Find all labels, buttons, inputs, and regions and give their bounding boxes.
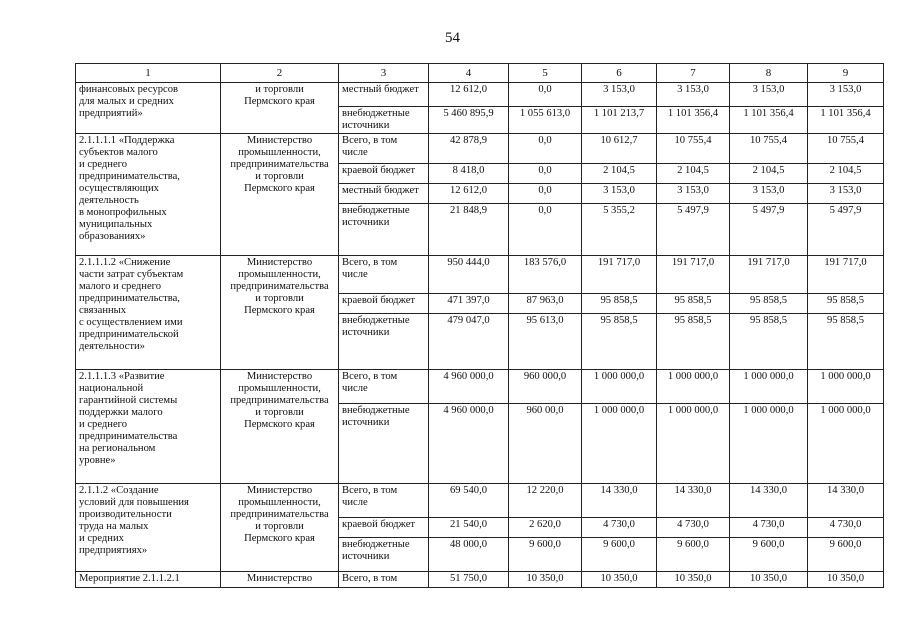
amount-cell: 87 963,0 bbox=[509, 294, 582, 314]
executor-line: предпринимательства bbox=[230, 281, 329, 292]
activity-name-line: поддержки малого bbox=[79, 407, 163, 418]
amount-cell: 183 576,0 bbox=[509, 256, 582, 294]
amount-cell: 95 858,5 bbox=[730, 294, 808, 314]
amount-cell: 479 047,0 bbox=[429, 314, 509, 370]
activity-name-line: для малых и средних bbox=[79, 96, 174, 107]
activity-name-line: 2.1.1.1.2 «Снижение bbox=[79, 257, 171, 268]
activity-name-line: 2.1.1.1.3 «Развитие bbox=[79, 371, 165, 382]
activity-name-line: связанных bbox=[79, 305, 127, 316]
amount-cell: 9 600,0 bbox=[582, 538, 657, 572]
amount-cell: 0,0 bbox=[509, 83, 582, 107]
amount-cell: 10 755,4 bbox=[808, 134, 884, 164]
activity-name-line: финансовых ресурсов bbox=[79, 84, 179, 95]
amount-cell: 5 355,2 bbox=[582, 204, 657, 256]
funding-source-cell: Всего, в том bbox=[339, 572, 429, 588]
amount-cell: 95 613,0 bbox=[509, 314, 582, 370]
amount-cell: 10 350,0 bbox=[657, 572, 730, 588]
activity-name-line: предпринимательской bbox=[79, 329, 179, 340]
activity-name-line: с осуществлением ими bbox=[79, 317, 183, 328]
amount-cell: 8 418,0 bbox=[429, 164, 509, 184]
executor-line: предпринимательства bbox=[230, 395, 329, 406]
column-header: 7 bbox=[657, 64, 730, 83]
amount-cell: 10 350,0 bbox=[509, 572, 582, 588]
executor-line: и торговли bbox=[255, 84, 304, 95]
amount-cell: 10 350,0 bbox=[582, 572, 657, 588]
amount-cell: 471 397,0 bbox=[429, 294, 509, 314]
funding-source-cell: краевой бюджет bbox=[339, 518, 429, 538]
amount-cell: 3 153,0 bbox=[730, 184, 808, 204]
amount-cell: 5 497,9 bbox=[808, 204, 884, 256]
activity-name-line: предприятий» bbox=[79, 108, 143, 119]
activity-name-line: предприятиях» bbox=[79, 545, 148, 556]
executor-cell bbox=[221, 134, 339, 256]
amount-cell: 0,0 bbox=[509, 134, 582, 164]
amount-cell: 21 848,9 bbox=[429, 204, 509, 256]
amount-cell: 3 153,0 bbox=[808, 184, 884, 204]
amount-cell: 1 000 000,0 bbox=[657, 404, 730, 484]
executor-line: Министерство bbox=[246, 135, 313, 146]
column-header: 8 bbox=[730, 64, 808, 83]
activity-name-line: и среднего bbox=[79, 419, 128, 430]
amount-cell: 95 858,5 bbox=[730, 314, 808, 370]
executor-line: предпринимательства bbox=[230, 509, 329, 520]
amount-cell: 191 717,0 bbox=[730, 256, 808, 294]
amount-cell: 3 153,0 bbox=[657, 83, 730, 107]
amount-cell: 2 104,5 bbox=[730, 164, 808, 184]
executor-line: Пермского края bbox=[244, 96, 315, 107]
activity-name-cell bbox=[76, 256, 221, 370]
activity-name-line: в монопрофильных bbox=[79, 207, 167, 218]
amount-cell: 4 730,0 bbox=[808, 518, 884, 538]
amount-cell: 1 101 356,4 bbox=[657, 107, 730, 134]
activity-name-cell bbox=[76, 484, 221, 572]
amount-cell: 2 104,5 bbox=[582, 164, 657, 184]
column-number-row bbox=[76, 64, 884, 83]
activity-name-line: условий для повышения bbox=[79, 497, 189, 508]
amount-cell: 12 612,0 bbox=[429, 184, 509, 204]
activity-name-line: предпринимательства bbox=[79, 431, 178, 442]
activity-name-line: деятельность bbox=[79, 195, 139, 206]
amount-cell: 0,0 bbox=[509, 164, 582, 184]
amount-cell: 42 878,9 bbox=[429, 134, 509, 164]
activity-name-line: национальной bbox=[79, 383, 144, 394]
amount-cell: 1 000 000,0 bbox=[808, 404, 884, 484]
amount-cell: 95 858,5 bbox=[582, 294, 657, 314]
activity-name-line: производительности bbox=[79, 509, 172, 520]
amount-cell: 3 153,0 bbox=[657, 184, 730, 204]
funding-source-cell: краевой бюджет bbox=[339, 164, 429, 184]
funding-source-cell: местный бюджет bbox=[339, 184, 429, 204]
amount-cell: 3 153,0 bbox=[582, 184, 657, 204]
executor-line: Министерство bbox=[246, 257, 313, 268]
page-number: 54 bbox=[445, 30, 460, 46]
amount-cell: 95 858,5 bbox=[808, 294, 884, 314]
funding-source-cell: Всего, в том числе bbox=[339, 484, 429, 518]
amount-cell: 10 350,0 bbox=[808, 572, 884, 588]
activity-name-cell bbox=[76, 370, 221, 484]
executor-line: Пермского края bbox=[244, 419, 315, 430]
executor-line: промышленности, bbox=[238, 383, 321, 394]
amount-cell: 95 858,5 bbox=[808, 314, 884, 370]
amount-cell: 960 00,0 bbox=[509, 404, 582, 484]
funding-source-cell: Всего, в том числе bbox=[339, 134, 429, 164]
amount-cell: 1 000 000,0 bbox=[808, 370, 884, 404]
activity-name-line: образованиях» bbox=[79, 231, 146, 242]
funding-source-cell: внебюджетные источники bbox=[339, 204, 429, 256]
funding-source-cell: краевой бюджет bbox=[339, 294, 429, 314]
amount-cell: 12 220,0 bbox=[509, 484, 582, 518]
activity-name-line: малого и среднего bbox=[79, 281, 162, 292]
amount-cell: 10 755,4 bbox=[730, 134, 808, 164]
amount-cell: 10 350,0 bbox=[730, 572, 808, 588]
activity-name-line: деятельности» bbox=[79, 341, 145, 352]
funding-source-cell: местный бюджет bbox=[339, 83, 429, 107]
executor-line: Министерство bbox=[246, 573, 313, 584]
amount-cell: 4 730,0 bbox=[582, 518, 657, 538]
amount-cell: 4 960 000,0 bbox=[429, 404, 509, 484]
funding-source-cell: Всего, в том числе bbox=[339, 370, 429, 404]
table-row bbox=[76, 370, 884, 404]
amount-cell: 14 330,0 bbox=[808, 484, 884, 518]
amount-cell: 10 755,4 bbox=[657, 134, 730, 164]
amount-cell: 4 960 000,0 bbox=[429, 370, 509, 404]
table-row bbox=[76, 256, 884, 294]
amount-cell: 5 497,9 bbox=[657, 204, 730, 256]
amount-cell: 9 600,0 bbox=[657, 538, 730, 572]
amount-cell: 95 858,5 bbox=[657, 294, 730, 314]
column-header: 2 bbox=[221, 64, 339, 83]
executor-cell bbox=[221, 484, 339, 572]
amount-cell: 5 497,9 bbox=[730, 204, 808, 256]
amount-cell: 1 000 000,0 bbox=[582, 404, 657, 484]
amount-cell: 3 153,0 bbox=[730, 83, 808, 107]
amount-cell: 1 101 356,4 bbox=[730, 107, 808, 134]
column-header: 4 bbox=[429, 64, 509, 83]
executor-line: промышленности, bbox=[238, 497, 321, 508]
activity-name-line: муниципальных bbox=[79, 219, 153, 230]
table-row bbox=[76, 134, 884, 164]
amount-cell: 21 540,0 bbox=[429, 518, 509, 538]
activity-name-line: субъектов малого bbox=[79, 147, 158, 158]
amount-cell: 1 101 356,4 bbox=[808, 107, 884, 134]
executor-line: Пермского края bbox=[244, 183, 315, 194]
activity-name-line: предпринимательства, bbox=[79, 293, 180, 304]
amount-cell: 12 612,0 bbox=[429, 83, 509, 107]
amount-cell: 1 055 613,0 bbox=[509, 107, 582, 134]
amount-cell: 1 000 000,0 bbox=[657, 370, 730, 404]
amount-cell: 960 000,0 bbox=[509, 370, 582, 404]
funding-source-cell: Всего, в том числе bbox=[339, 256, 429, 294]
budget-table bbox=[75, 63, 884, 588]
activity-name-line: осуществляющих bbox=[79, 183, 159, 194]
activity-name-line: труда на малых bbox=[79, 521, 149, 532]
amount-cell: 14 330,0 bbox=[730, 484, 808, 518]
executor-line: Пермского края bbox=[244, 305, 315, 316]
amount-cell: 2 104,5 bbox=[808, 164, 884, 184]
amount-cell: 191 717,0 bbox=[657, 256, 730, 294]
activity-name-line: 2.1.1.2 «Создание bbox=[79, 485, 159, 496]
table-row bbox=[76, 83, 884, 107]
column-header: 1 bbox=[76, 64, 221, 83]
activity-name-line: части затрат субъектам bbox=[79, 269, 184, 280]
column-header: 5 bbox=[509, 64, 582, 83]
amount-cell: 950 444,0 bbox=[429, 256, 509, 294]
activity-name-line: уровне» bbox=[79, 455, 116, 466]
amount-cell: 191 717,0 bbox=[808, 256, 884, 294]
amount-cell: 51 750,0 bbox=[429, 572, 509, 588]
executor-line: и торговли bbox=[255, 407, 304, 418]
amount-cell: 0,0 bbox=[509, 204, 582, 256]
executor-line: промышленности, bbox=[238, 269, 321, 280]
amount-cell: 4 730,0 bbox=[657, 518, 730, 538]
amount-cell: 14 330,0 bbox=[657, 484, 730, 518]
amount-cell: 9 600,0 bbox=[509, 538, 582, 572]
table-row bbox=[76, 484, 884, 518]
activity-name-line: гарантийной системы bbox=[79, 395, 178, 406]
amount-cell: 9 600,0 bbox=[730, 538, 808, 572]
amount-cell: 69 540,0 bbox=[429, 484, 509, 518]
amount-cell: 2 104,5 bbox=[657, 164, 730, 184]
amount-cell: 4 730,0 bbox=[730, 518, 808, 538]
funding-source-cell: внебюджетные источники bbox=[339, 538, 429, 572]
executor-line: Пермского края bbox=[244, 533, 315, 544]
column-header: 3 bbox=[339, 64, 429, 83]
activity-name-cell bbox=[76, 134, 221, 256]
activity-name-line: на региональном bbox=[79, 443, 156, 454]
amount-cell: 95 858,5 bbox=[582, 314, 657, 370]
amount-cell: 3 153,0 bbox=[582, 83, 657, 107]
amount-cell: 1 000 000,0 bbox=[730, 370, 808, 404]
executor-line: предпринимательства bbox=[230, 159, 329, 170]
amount-cell: 2 620,0 bbox=[509, 518, 582, 538]
executor-line: Министерство bbox=[246, 371, 313, 382]
activity-name-line: Мероприятие 2.1.1.2.1 bbox=[79, 573, 180, 584]
table-row bbox=[76, 572, 884, 588]
amount-cell: 3 153,0 bbox=[808, 83, 884, 107]
amount-cell: 48 000,0 bbox=[429, 538, 509, 572]
activity-name-line: предпринимательства, bbox=[79, 171, 180, 182]
column-header: 6 bbox=[582, 64, 657, 83]
executor-cell bbox=[221, 256, 339, 370]
executor-line: и торговли bbox=[255, 293, 304, 304]
amount-cell: 14 330,0 bbox=[582, 484, 657, 518]
amount-cell: 10 612,7 bbox=[582, 134, 657, 164]
executor-line: Министерство bbox=[246, 485, 313, 496]
funding-source-cell: внебюджетные источники bbox=[339, 314, 429, 370]
executor-line: промышленности, bbox=[238, 147, 321, 158]
amount-cell: 1 000 000,0 bbox=[730, 404, 808, 484]
amount-cell: 1 000 000,0 bbox=[582, 370, 657, 404]
executor-line: и торговли bbox=[255, 171, 304, 182]
activity-name-cell bbox=[76, 83, 221, 134]
amount-cell: 1 101 213,7 bbox=[582, 107, 657, 134]
column-header: 9 bbox=[808, 64, 884, 83]
executor-cell bbox=[221, 83, 339, 134]
amount-cell: 5 460 895,9 bbox=[429, 107, 509, 134]
executor-cell bbox=[221, 572, 339, 588]
amount-cell: 0,0 bbox=[509, 184, 582, 204]
executor-line: и торговли bbox=[255, 521, 304, 532]
amount-cell: 191 717,0 bbox=[582, 256, 657, 294]
funding-source-cell: внебюджетные источники bbox=[339, 107, 429, 134]
activity-name-line: 2.1.1.1.1 «Поддержка bbox=[79, 135, 175, 146]
funding-source-cell: внебюджетные источники bbox=[339, 404, 429, 484]
activity-name-line: и средних bbox=[79, 533, 124, 544]
activity-name-cell bbox=[76, 572, 221, 588]
amount-cell: 95 858,5 bbox=[657, 314, 730, 370]
executor-cell bbox=[221, 370, 339, 484]
amount-cell: 9 600,0 bbox=[808, 538, 884, 572]
activity-name-line: и среднего bbox=[79, 159, 128, 170]
